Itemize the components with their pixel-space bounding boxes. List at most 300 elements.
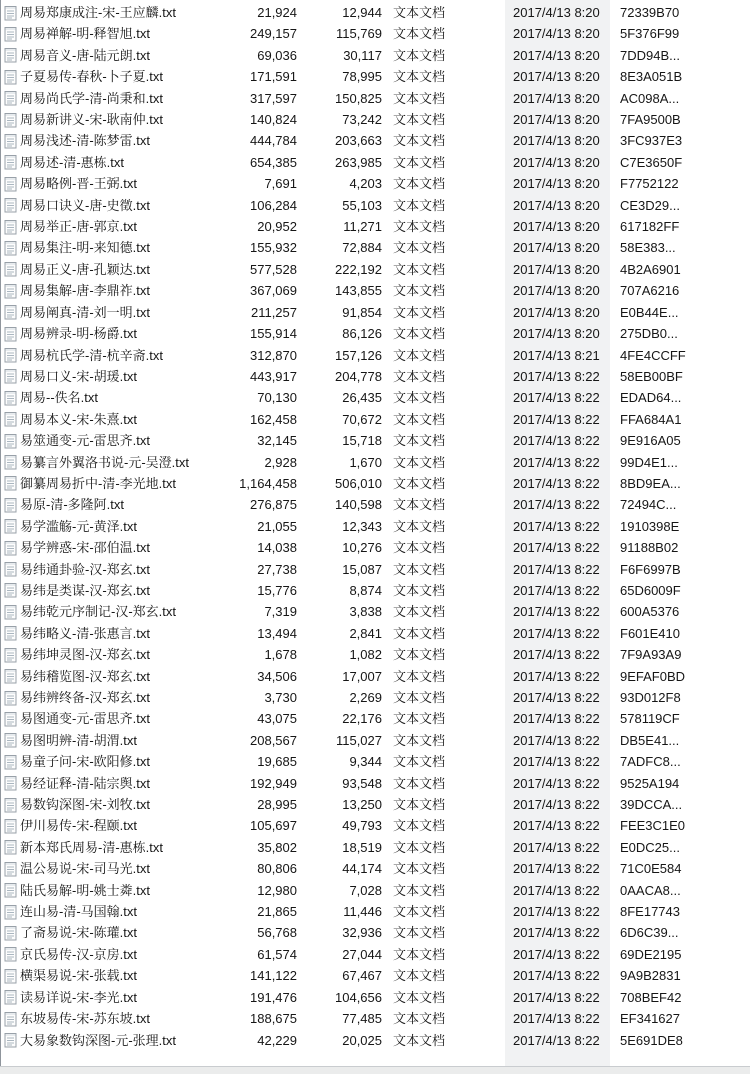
table-row[interactable] (0, 216, 750, 237)
file-name-cell: 易原-清-多隆阿.txt (20, 497, 124, 513)
file-type-cell: 文本文档 (393, 582, 446, 598)
table-row[interactable] (0, 494, 750, 515)
file-type-cell: 文本文档 (393, 69, 446, 85)
file-name-cell: 御纂周易折中-清-李光地.txt (20, 475, 176, 491)
file-size-cell: 276,875 (250, 497, 297, 513)
file-size-cell: 155,932 (250, 240, 297, 256)
text-file-icon (4, 69, 17, 85)
packed-size-cell: 73,242 (342, 112, 382, 128)
text-file-icon (4, 882, 17, 898)
table-row[interactable] (0, 666, 750, 687)
crc-cell: E0DC25... (620, 839, 680, 855)
modified-date-cell: 2017/4/13 8:22 (513, 668, 600, 684)
file-name-cell: 周易尚氏学-清-尚秉和.txt (20, 90, 163, 106)
modified-date-cell: 2017/4/13 8:22 (513, 732, 600, 748)
file-type-cell: 文本文档 (393, 647, 446, 663)
file-size-cell: 43,075 (257, 711, 297, 727)
text-file-icon (4, 925, 17, 941)
file-name-cell: 易纬辨终备-汉-郑玄.txt (20, 690, 150, 705)
file-size-cell: 1,678 (264, 647, 297, 663)
text-file-icon (4, 475, 17, 491)
crc-cell: 8BD9EA... (620, 475, 681, 491)
crc-cell: F601E410 (620, 625, 680, 641)
text-file-icon (4, 326, 17, 342)
file-type-cell: 文本文档 (393, 818, 446, 834)
table-row[interactable] (0, 880, 750, 901)
file-name-cell: 周易本义-宋-朱熹.txt (20, 411, 137, 427)
table-row[interactable] (0, 708, 750, 729)
modified-date-cell: 2017/4/13 8:22 (513, 561, 600, 577)
packed-size-cell: 115,769 (335, 26, 382, 42)
modified-date-cell: 2017/4/13 8:22 (513, 690, 600, 705)
packed-size-cell: 49,793 (342, 818, 382, 834)
packed-size-cell: 15,087 (342, 561, 382, 577)
packed-size-cell: 72,884 (342, 240, 382, 256)
packed-size-cell: 7,028 (349, 882, 382, 898)
file-size-cell: 141,122 (250, 968, 297, 984)
table-row[interactable] (0, 452, 750, 473)
file-name-cell: 周易阐真-清-刘一明.txt (20, 304, 150, 320)
packed-size-cell: 55,103 (342, 197, 382, 213)
file-type-cell: 文本文档 (393, 775, 446, 791)
file-name-cell: 周易新讲义-宋-耿南仲.txt (20, 112, 163, 128)
file-name-cell: 周易浅述-清-陈梦雷.txt (20, 133, 150, 149)
packed-size-cell: 263,985 (335, 154, 382, 170)
table-row[interactable] (0, 130, 750, 151)
text-file-icon (4, 219, 17, 235)
file-name-cell: 周易略例-晋-王弼.txt (20, 176, 137, 192)
table-row[interactable] (0, 473, 750, 494)
file-size-cell: 20,952 (257, 219, 297, 235)
file-size-cell: 105,697 (250, 818, 297, 834)
file-size-cell: 1,164,458 (239, 475, 297, 491)
modified-date-cell: 2017/4/13 8:22 (513, 818, 600, 834)
crc-cell: 4B2A6901 (620, 261, 681, 277)
file-size-cell: 7,691 (264, 176, 297, 192)
modified-date-cell: 2017/4/13 8:20 (513, 176, 600, 192)
file-name-cell: 连山易-清-马国翰.txt (20, 904, 137, 920)
table-row[interactable] (0, 516, 750, 537)
modified-date-cell: 2017/4/13 8:22 (513, 582, 600, 598)
text-file-icon (4, 112, 17, 128)
crc-cell: 8FE17743 (620, 904, 680, 920)
file-size-cell: 3,730 (264, 690, 297, 705)
table-row[interactable] (0, 901, 750, 922)
packed-size-cell: 11,271 (343, 219, 382, 235)
modified-date-cell: 2017/4/13 8:22 (513, 968, 600, 984)
crc-cell: 7ADFC8... (620, 754, 681, 770)
table-row[interactable] (0, 815, 750, 836)
crc-cell: CE3D29... (620, 197, 680, 213)
modified-date-cell: 2017/4/13 8:22 (513, 797, 600, 813)
modified-date-cell: 2017/4/13 8:20 (513, 283, 600, 299)
crc-cell: 4FE4CCFF (620, 347, 686, 363)
crc-cell: F7752122 (620, 176, 679, 192)
file-name-cell: 新本郑氏周易-清-惠栋.txt (20, 839, 163, 855)
file-name-cell: 易纬通卦验-汉-郑玄.txt (20, 561, 150, 577)
packed-size-cell: 77,485 (342, 1011, 382, 1027)
modified-date-cell: 2017/4/13 8:22 (513, 775, 600, 791)
crc-cell: 3FC937E3 (620, 133, 683, 149)
crc-cell: 707A6216 (620, 283, 680, 299)
file-name-cell: 周易郑康成注-宋-王应麟.txt (20, 5, 176, 20)
file-size-cell: 19,685 (257, 754, 297, 770)
modified-date-cell: 2017/4/13 8:22 (513, 518, 600, 534)
file-type-cell: 文本文档 (393, 754, 446, 770)
text-file-icon (4, 732, 17, 748)
table-row[interactable] (0, 430, 750, 451)
file-type-cell: 文本文档 (393, 154, 446, 170)
file-name-cell: 周易述-清-惠栋.txt (20, 154, 124, 170)
table-row[interactable] (0, 965, 750, 986)
crc-cell: AC098A... (620, 90, 680, 106)
file-type-cell: 文本文档 (393, 839, 446, 855)
table-row[interactable] (0, 794, 750, 815)
packed-size-cell: 86,126 (342, 326, 382, 342)
text-file-icon (4, 818, 17, 834)
crc-cell: FEE3C1E0 (620, 818, 686, 834)
modified-date-cell: 2017/4/13 8:22 (513, 711, 600, 727)
file-size-cell: 211,257 (250, 304, 297, 320)
table-row[interactable] (0, 580, 750, 601)
table-row[interactable] (0, 259, 750, 280)
crc-cell: EF341627 (620, 1011, 680, 1027)
file-name-cell: 易筮通变-元-雷思齐.txt (20, 433, 150, 449)
file-name-cell: 易童子问-宋-欧阳修.txt (20, 754, 150, 770)
modified-date-cell: 2017/4/13 8:22 (513, 861, 600, 877)
file-size-cell: 15,776 (257, 582, 297, 598)
file-type-cell: 文本文档 (393, 433, 446, 449)
table-row[interactable] (0, 323, 750, 344)
file-name-cell: 易纂言外翼洛书说-元-吴澄.txt (20, 454, 189, 470)
table-row[interactable] (0, 387, 750, 408)
text-file-icon (4, 176, 17, 192)
table-row[interactable] (0, 623, 750, 644)
file-name-cell: 易纬坤灵图-汉-郑玄.txt (20, 647, 150, 663)
file-type-cell: 文本文档 (393, 882, 446, 898)
file-type-cell: 文本文档 (393, 197, 446, 213)
file-type-cell: 文本文档 (393, 5, 446, 20)
table-row[interactable] (0, 922, 750, 943)
file-name-cell: 易纬乾元序制记-汉-郑玄.txt (20, 604, 176, 620)
file-type-cell: 文本文档 (393, 454, 446, 470)
file-name-cell: 周易辨录-明-杨爵.txt (20, 326, 137, 342)
packed-size-cell: 27,044 (342, 946, 382, 962)
text-file-icon (4, 775, 17, 791)
file-name-cell: 周易杭氏学-清-杭辛斋.txt (20, 347, 163, 363)
text-file-icon (4, 540, 17, 556)
file-name-cell: 周易口义-宋-胡瑗.txt (20, 368, 137, 384)
file-name-cell: 周易口诀义-唐-史徵.txt (20, 197, 150, 213)
modified-date-cell: 2017/4/13 8:22 (513, 411, 600, 427)
file-type-cell: 文本文档 (393, 625, 446, 641)
file-type-cell: 文本文档 (393, 326, 446, 342)
file-size-cell: 61,574 (257, 946, 297, 962)
packed-size-cell: 1,670 (349, 454, 382, 470)
packed-size-cell: 8,874 (349, 582, 382, 598)
text-file-icon (4, 133, 17, 149)
crc-cell: 58E383... (620, 240, 676, 256)
modified-date-cell: 2017/4/13 8:20 (513, 69, 600, 85)
file-size-cell: 192,949 (250, 775, 297, 791)
packed-size-cell: 2,269 (349, 690, 382, 705)
crc-cell: 65D6009F (620, 582, 681, 598)
file-size-cell: 317,597 (250, 90, 297, 106)
file-type-cell: 文本文档 (393, 968, 446, 984)
text-file-icon (4, 625, 17, 641)
modified-date-cell: 2017/4/13 8:22 (513, 390, 600, 406)
modified-date-cell: 2017/4/13 8:22 (513, 754, 600, 770)
modified-date-cell: 2017/4/13 8:22 (513, 925, 600, 941)
modified-date-cell: 2017/4/13 8:20 (513, 261, 600, 277)
file-type-cell: 文本文档 (393, 561, 446, 577)
modified-date-cell: 2017/4/13 8:20 (513, 90, 600, 106)
file-size-cell: 7,319 (264, 604, 297, 620)
text-file-icon (4, 904, 17, 920)
file-size-cell: 21,055 (257, 518, 297, 534)
file-type-cell: 文本文档 (393, 133, 446, 149)
crc-cell: 39DCCA... (620, 797, 683, 813)
table-row[interactable] (0, 987, 750, 1008)
file-type-cell: 文本文档 (393, 47, 446, 63)
crc-cell: 578119CF (620, 711, 680, 727)
file-name-cell: 易数钩深图-宋-刘牧.txt (20, 797, 150, 813)
file-type-cell: 文本文档 (393, 732, 446, 748)
crc-cell: 8E3A051B (620, 69, 683, 85)
table-row[interactable] (0, 280, 750, 301)
modified-date-cell: 2017/4/13 8:22 (513, 433, 600, 449)
crc-cell: FFA684A1 (620, 411, 682, 427)
crc-cell: 99D4E1... (620, 454, 678, 470)
file-type-cell: 文本文档 (393, 797, 446, 813)
table-row[interactable] (0, 1030, 750, 1051)
table-row[interactable] (0, 773, 750, 794)
file-size-cell: 577,528 (250, 261, 297, 277)
file-name-cell: 易学滥觞-元-黄泽.txt (20, 518, 137, 534)
file-name-cell: 易纬略义-清-张惠言.txt (20, 625, 150, 641)
table-row[interactable] (0, 730, 750, 751)
modified-date-cell: 2017/4/13 8:22 (513, 368, 600, 384)
packed-size-cell: 20,025 (342, 1032, 382, 1048)
file-size-cell: 654,385 (250, 154, 297, 170)
text-file-icon (4, 47, 17, 63)
file-size-cell: 70,130 (257, 390, 297, 406)
file-size-cell: 162,458 (250, 411, 297, 427)
text-file-icon (4, 347, 17, 363)
modified-date-cell: 2017/4/13 8:22 (513, 647, 600, 663)
modified-date-cell: 2017/4/13 8:22 (513, 839, 600, 855)
table-row[interactable] (0, 601, 750, 622)
packed-size-cell: 1,082 (349, 647, 382, 663)
crc-cell: 9525A194 (620, 775, 680, 791)
text-file-icon (4, 754, 17, 770)
file-type-cell: 文本文档 (393, 1011, 446, 1027)
modified-date-cell: 2017/4/13 8:20 (513, 47, 600, 63)
modified-date-cell: 2017/4/13 8:22 (513, 989, 600, 1005)
crc-cell: C7E3650F (620, 154, 683, 170)
file-name-cell: 周易举正-唐-郭京.txt (20, 219, 137, 235)
crc-cell: 5E691DE8 (620, 1032, 683, 1048)
text-file-icon (4, 946, 17, 962)
text-file-icon (4, 433, 17, 449)
packed-size-cell: 13,250 (342, 797, 382, 813)
file-size-cell: 208,567 (250, 732, 297, 748)
table-row[interactable] (0, 302, 750, 323)
file-size-cell: 32,145 (257, 433, 297, 449)
crc-cell: 91188B02 (620, 540, 679, 556)
file-name-cell: 了斋易说-宋-陈瓘.txt (20, 925, 137, 941)
packed-size-cell: 11,446 (343, 904, 382, 920)
text-file-icon (4, 197, 17, 213)
table-row[interactable] (0, 152, 750, 173)
packed-size-cell: 78,995 (342, 69, 382, 85)
crc-cell: 72339B70 (620, 5, 680, 20)
modified-date-cell: 2017/4/13 8:20 (513, 219, 600, 235)
file-size-cell: 312,870 (250, 347, 297, 363)
file-type-cell: 文本文档 (393, 411, 446, 427)
table-row[interactable] (0, 45, 750, 66)
text-file-icon (4, 411, 17, 427)
crc-cell: 9A9B2831 (620, 968, 681, 984)
text-file-icon (4, 711, 17, 727)
table-row[interactable] (0, 366, 750, 387)
text-file-icon (4, 861, 17, 877)
table-row[interactable] (0, 858, 750, 879)
text-file-icon (4, 26, 17, 42)
crc-cell: 7FA9500B (620, 112, 681, 128)
modified-date-cell: 2017/4/13 8:20 (513, 112, 600, 128)
file-type-cell: 文本文档 (393, 26, 446, 42)
modified-date-cell: 2017/4/13 8:22 (513, 475, 600, 491)
packed-size-cell: 10,276 (342, 540, 382, 556)
file-type-cell: 文本文档 (393, 112, 446, 128)
crc-cell: 9E916A05 (620, 433, 681, 449)
crc-cell: 71C0E584 (620, 861, 682, 877)
file-type-cell: 文本文档 (393, 90, 446, 106)
modified-date-cell: 2017/4/13 8:22 (513, 1011, 600, 1027)
crc-cell: 5F376F99 (620, 26, 680, 42)
modified-date-cell: 2017/4/13 8:22 (513, 604, 600, 620)
table-row[interactable] (0, 1008, 750, 1029)
modified-date-cell: 2017/4/13 8:20 (513, 197, 600, 213)
text-file-icon (4, 582, 17, 598)
file-type-cell: 文本文档 (393, 690, 446, 705)
packed-size-cell: 32,936 (342, 925, 382, 941)
crc-cell: 7F9A93A9 (620, 647, 682, 663)
table-row[interactable] (0, 687, 750, 708)
file-name-cell: 京氏易传-汉-京房.txt (20, 946, 137, 962)
modified-date-cell: 2017/4/13 8:22 (513, 904, 600, 920)
packed-size-cell: 222,192 (335, 261, 382, 277)
packed-size-cell: 67,467 (342, 968, 382, 984)
text-file-icon (4, 1011, 17, 1027)
text-file-icon (4, 5, 17, 21)
text-file-icon (4, 283, 17, 299)
crc-cell: 9EFAF0BD (620, 668, 686, 684)
file-type-cell: 文本文档 (393, 925, 446, 941)
file-size-cell: 140,824 (250, 112, 297, 128)
crc-cell: 6D6C39... (620, 925, 679, 941)
table-row[interactable] (0, 66, 750, 87)
text-file-icon (4, 647, 17, 663)
text-file-icon (4, 497, 17, 513)
table-row[interactable] (0, 559, 750, 580)
text-file-icon (4, 518, 17, 534)
text-file-icon (4, 604, 17, 620)
file-name-cell: 周易--佚名.txt (20, 390, 98, 406)
text-file-icon (4, 968, 17, 984)
file-name-cell: 周易音义-唐-陆元朗.txt (20, 47, 150, 63)
table-row[interactable] (0, 88, 750, 109)
file-type-cell: 文本文档 (393, 475, 446, 491)
file-type-cell: 文本文档 (393, 283, 446, 299)
file-name-cell: 易纬是类谋-汉-郑玄.txt (20, 582, 150, 598)
modified-date-cell: 2017/4/13 8:20 (513, 304, 600, 320)
text-file-icon (4, 797, 17, 813)
file-name-cell: 子夏易传-春秋-卜子夏.txt (20, 69, 163, 85)
text-file-icon (4, 154, 17, 170)
window-bottom-strip (0, 1067, 750, 1074)
table-row[interactable] (0, 409, 750, 430)
packed-size-cell: 70,672 (342, 411, 382, 427)
crc-cell: 600A5376 (620, 604, 680, 620)
crc-cell: 1910398E (620, 518, 680, 534)
crc-cell: 93D012F8 (620, 690, 681, 705)
packed-size-cell: 506,010 (335, 475, 382, 491)
file-name-cell: 横渠易说-宋-张载.txt (20, 968, 137, 984)
modified-date-cell: 2017/4/13 8:20 (513, 26, 600, 42)
text-file-icon (4, 989, 17, 1005)
packed-size-cell: 17,007 (342, 668, 382, 684)
file-size-cell: 27,738 (257, 561, 297, 577)
table-row[interactable] (0, 237, 750, 258)
table-row[interactable] (0, 345, 750, 366)
file-type-cell: 文本文档 (393, 604, 446, 620)
text-file-icon (4, 561, 17, 577)
packed-size-cell: 91,854 (342, 304, 382, 320)
table-row[interactable] (0, 23, 750, 44)
modified-date-cell: 2017/4/13 8:22 (513, 625, 600, 641)
table-row[interactable] (0, 837, 750, 858)
crc-cell: 58EB00BF (620, 368, 683, 384)
text-file-icon (4, 690, 17, 706)
packed-size-cell: 12,343 (342, 518, 382, 534)
table-row[interactable] (0, 109, 750, 130)
packed-size-cell: 140,598 (335, 497, 382, 513)
file-type-cell: 文本文档 (393, 497, 446, 513)
crc-cell: 708BEF42 (620, 989, 682, 1005)
packed-size-cell: 93,548 (342, 775, 382, 791)
file-size-cell: 42,229 (257, 1032, 297, 1048)
table-row[interactable] (0, 537, 750, 558)
table-row[interactable] (0, 195, 750, 216)
text-file-icon (4, 261, 17, 277)
table-row[interactable] (0, 2, 750, 23)
table-row[interactable] (0, 751, 750, 772)
table-row[interactable] (0, 944, 750, 965)
table-row[interactable] (0, 173, 750, 194)
text-file-icon (4, 1032, 17, 1048)
file-name-cell: 易纬稽览图-汉-郑玄.txt (20, 668, 150, 684)
file-list (0, 2, 750, 1051)
file-size-cell: 21,865 (257, 904, 297, 920)
table-row[interactable] (0, 644, 750, 665)
file-size-cell: 443,917 (250, 368, 297, 384)
packed-size-cell: 12,944 (342, 5, 382, 20)
packed-size-cell: 3,838 (349, 604, 382, 620)
file-name-cell: 陆氏易解-明-姚士粦.txt (20, 882, 150, 898)
file-size-cell: 14,038 (257, 540, 297, 556)
